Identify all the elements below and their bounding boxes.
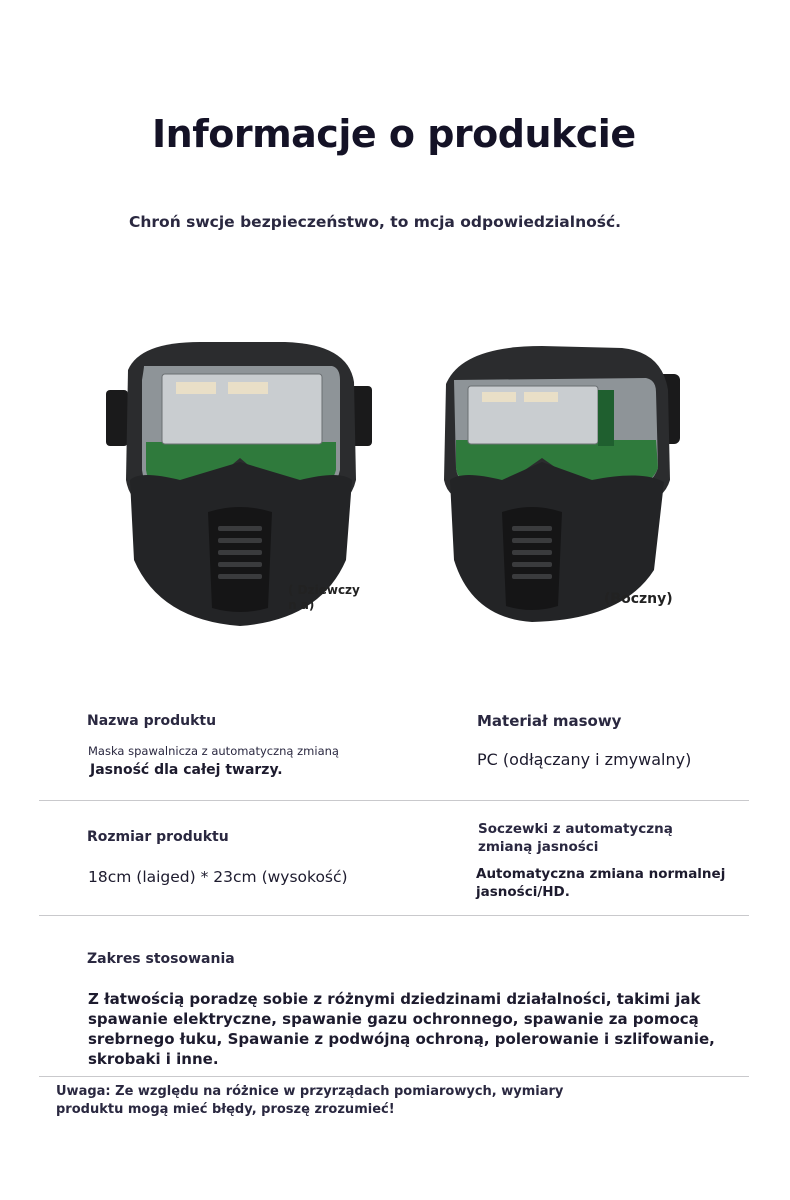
mask-side-image xyxy=(432,330,694,630)
divider xyxy=(39,800,749,801)
product-name-value-line1: Maska spawalnicza z automatyczną zmianą xyxy=(88,744,339,758)
side-view-caption: (Boczny) xyxy=(604,591,673,607)
material-label: Materiał masowy xyxy=(477,712,622,730)
measurement-note: Uwaga: Ze względu na różnice w przyrządach pomiarowych, wymiary produktu mogą mieć błędy, proszę zrozumieć! xyxy=(56,1084,564,1117)
lens-label: Soczewki z automatyczną zmianą jasności xyxy=(478,821,673,855)
page-subtitle: Chroń swcje bezpieczeństwo, to mcja odpowiedzialność. xyxy=(129,213,622,231)
size-label: Rozmiar produktu xyxy=(87,829,229,845)
material-value: PC (odłączany i zmywalny) xyxy=(477,750,692,769)
size-value: 18cm (laiged) * 23cm (wysokość) xyxy=(88,868,348,886)
scope-value: Z łatwością poradzę sobie z różnymi dziedzinami działalności, takimi jak spawanie elektryczne, spawanie gazu ochronnego, spawanie za pomocą srebrnego łuku, Spawanie z podwójną ochroną, polerowanie i szlifowanie, skrobaki i inne. xyxy=(88,990,715,1068)
product-name-label: Nazwa produktu xyxy=(87,713,217,729)
scope-label: Zakres stosowania xyxy=(87,951,235,967)
page-title: Informacje o produkcie xyxy=(152,112,636,156)
product-name-value-line2: Jasność dla całej twarzy. xyxy=(90,762,283,778)
divider xyxy=(39,1076,749,1077)
front-view-caption: ( Dziewczyn a) xyxy=(288,583,360,612)
lens-value: Automatyczna zmiana normalnej jasności/HD. xyxy=(476,866,726,900)
divider xyxy=(39,915,749,916)
